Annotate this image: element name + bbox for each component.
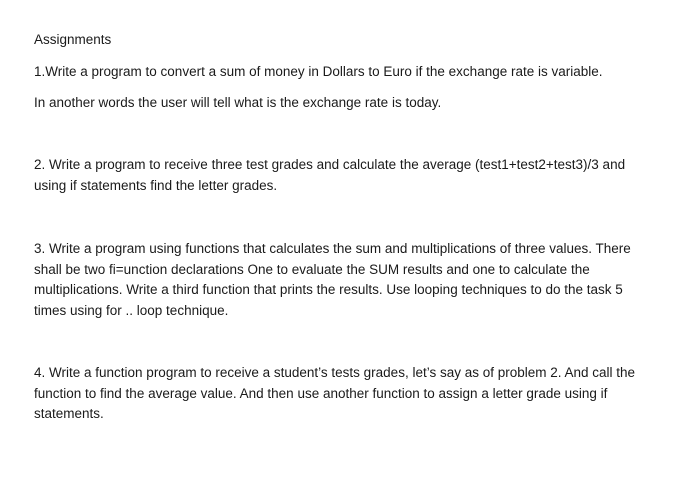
assignment-4-line: function to find the average value. And then use another function to assign a letter grade using if — [34, 385, 608, 401]
assignment-4-line: 4. Write a function program to receive a student’s tests grades, let’s say as of problem 2. And call the — [34, 365, 636, 380]
assignment-3-line: 3. Write a program using functions that calculates the sum and multiplications of three values. There — [34, 241, 631, 256]
assignment-4-line: statements. — [34, 406, 104, 421]
assignment-3-line: multiplications. Write a third function that prints the results. Use looping techniques to do the task 5 — [34, 282, 623, 297]
assignment-1-statement: 1.Write a program to convert a sum of money in Dollars to Euro if the exchange rate is variable. — [34, 64, 603, 79]
assignment-4-paragraph — [34, 363, 679, 425]
assignment-1-clarification: In another words the user will tell what is the exchange rate is today. — [34, 95, 442, 110]
assignment-2-paragraph — [34, 155, 679, 196]
assignment-3-line: times using for .. loop technique. — [34, 302, 229, 318]
assignment-3-paragraph — [34, 239, 679, 321]
document-title: Assignments — [34, 32, 112, 47]
assignment-3-line: shall be two fi=unction declarations One to evaluate the SUM results and one to calculate the — [34, 261, 590, 277]
assignment-2-line: 2. Write a program to receive three test grades and calculate the average (test1+test2+test3)/3 and — [34, 157, 626, 172]
assignment-2-line: using if statements find the letter grades. — [34, 177, 278, 193]
